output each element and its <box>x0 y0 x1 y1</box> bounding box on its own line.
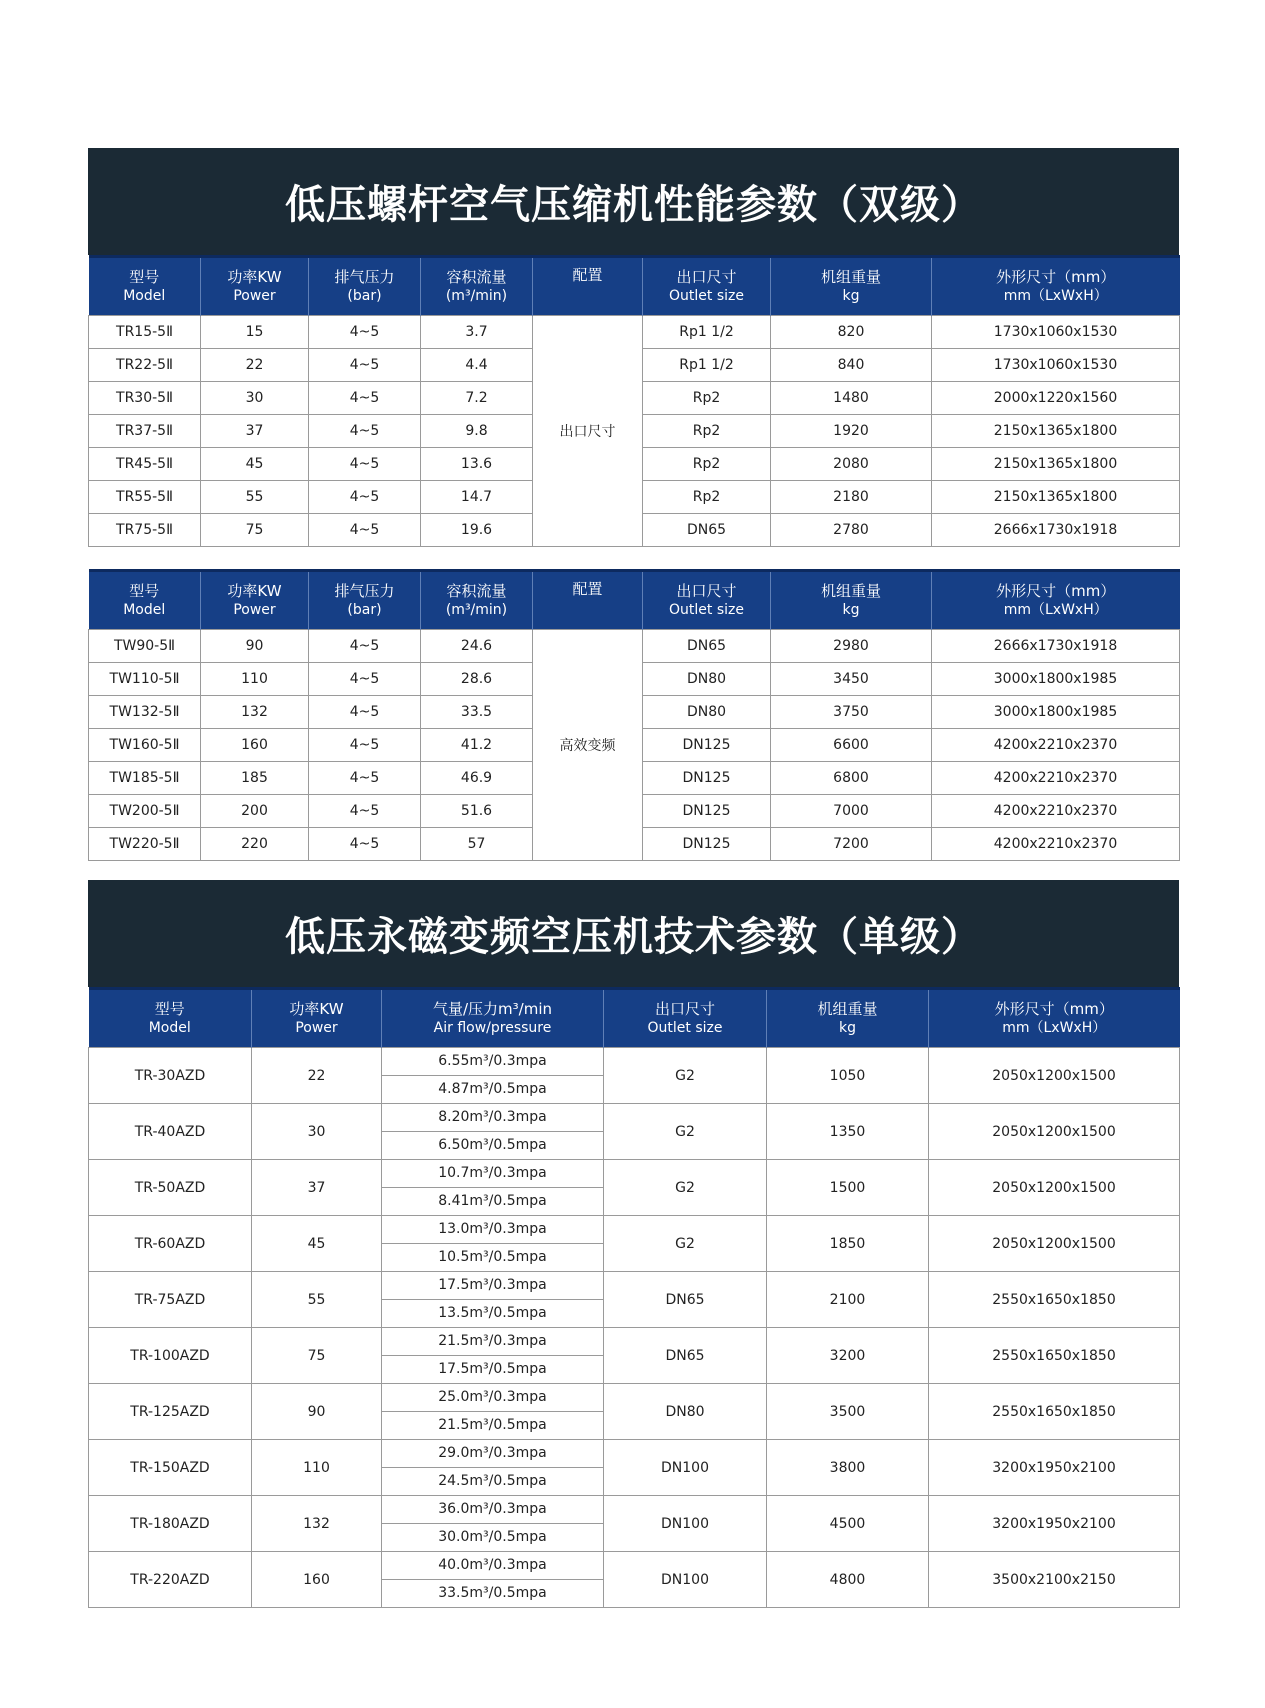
col-header-dims: 外形尺寸（mm） mm（LxWxH） <box>932 257 1180 316</box>
dims-cell: 3200x1950x2100 <box>929 1440 1180 1496</box>
dims-cell: 4200x2210x2370 <box>932 828 1180 861</box>
dims-cell: 2666x1730x1918 <box>932 630 1180 663</box>
col-header-dims: 外形尺寸（mm） mm（LxWxH） <box>932 571 1180 630</box>
pressure-cell: 4~5 <box>309 382 421 415</box>
power-cell: 75 <box>252 1328 382 1384</box>
dims-cell: 2050x1200x1500 <box>929 1104 1180 1160</box>
model-cell: TR-125AZD <box>89 1384 252 1440</box>
pressure-cell: 4~5 <box>309 696 421 729</box>
outlet-cell: DN65 <box>643 514 771 547</box>
airflow-0.3mpa: 29.0m³/0.3mpa <box>382 1440 603 1468</box>
weight-cell: 6800 <box>771 762 932 795</box>
table-header-row <box>89 989 1180 1048</box>
table-row <box>89 1216 1180 1272</box>
model-cell: TR-220AZD <box>89 1552 252 1608</box>
outlet-cell: DN125 <box>643 729 771 762</box>
col-header-weight: 机组重量 kg <box>767 989 929 1048</box>
weight-cell: 2180 <box>771 481 932 514</box>
airflow-0.5mpa: 21.5m³/0.5mpa <box>438 1417 547 1433</box>
model-cell: TR75-5Ⅱ <box>89 514 201 547</box>
power-cell: 55 <box>252 1272 382 1328</box>
outlet-cell: DN80 <box>643 696 771 729</box>
weight-cell: 820 <box>771 316 932 349</box>
power-cell: 37 <box>201 415 309 448</box>
airflow-cell <box>382 1440 604 1496</box>
flow-cell: 57 <box>421 828 533 861</box>
dims-cell: 3000x1800x1985 <box>932 696 1180 729</box>
power-cell: 90 <box>201 630 309 663</box>
outlet-cell: DN80 <box>604 1384 767 1440</box>
airflow-0.3mpa: 6.55m³/0.3mpa <box>382 1048 603 1076</box>
power-cell: 220 <box>201 828 309 861</box>
table-row <box>89 1496 1180 1552</box>
weight-cell: 3200 <box>767 1328 929 1384</box>
dims-cell: 1730x1060x1530 <box>932 316 1180 349</box>
flow-cell: 41.2 <box>421 729 533 762</box>
pressure-cell: 4~5 <box>309 481 421 514</box>
outlet-cell: DN65 <box>604 1328 767 1384</box>
flow-cell: 13.6 <box>421 448 533 481</box>
model-cell: TR-50AZD <box>89 1160 252 1216</box>
col-header-outlet: 出口尺寸 Outlet size <box>643 257 771 316</box>
airflow-cell <box>382 1272 604 1328</box>
weight-cell: 1480 <box>771 382 932 415</box>
power-cell: 110 <box>201 663 309 696</box>
weight-cell: 3750 <box>771 696 932 729</box>
model-cell: TR-150AZD <box>89 1440 252 1496</box>
col-header-power: 功率KW Power <box>201 571 309 630</box>
outlet-cell: DN100 <box>604 1552 767 1608</box>
section1-banner <box>88 148 1179 255</box>
config-cell: 高效变频 <box>533 630 643 861</box>
outlet-cell: DN125 <box>643 828 771 861</box>
table-header-row <box>89 571 1180 630</box>
power-cell: 110 <box>252 1440 382 1496</box>
col-header-weight: 机组重量 kg <box>771 571 932 630</box>
weight-cell: 3450 <box>771 663 932 696</box>
model-cell: TW200-5Ⅱ <box>89 795 201 828</box>
dims-cell: 4200x2210x2370 <box>932 729 1180 762</box>
airflow-0.3mpa: 25.0m³/0.3mpa <box>382 1384 603 1412</box>
airflow-0.5mpa: 10.5m³/0.5mpa <box>438 1249 547 1265</box>
power-cell: 55 <box>201 481 309 514</box>
outlet-cell: Rp2 <box>643 415 771 448</box>
airflow-0.3mpa: 36.0m³/0.3mpa <box>382 1496 603 1524</box>
table-row <box>89 1440 1180 1496</box>
pressure-cell: 4~5 <box>309 514 421 547</box>
dims-cell: 3500x2100x2150 <box>929 1552 1180 1608</box>
power-cell: 185 <box>201 762 309 795</box>
power-cell: 200 <box>201 795 309 828</box>
col-header-power: 功率KW Power <box>252 989 382 1048</box>
pressure-cell: 4~5 <box>309 795 421 828</box>
model-cell: TW185-5Ⅱ <box>89 762 201 795</box>
dims-cell: 2050x1200x1500 <box>929 1160 1180 1216</box>
table-row <box>89 1104 1180 1160</box>
pressure-cell: 4~5 <box>309 663 421 696</box>
airflow-cell <box>382 1496 604 1552</box>
section2-banner <box>88 880 1179 987</box>
pressure-cell: 4~5 <box>309 630 421 663</box>
power-cell: 37 <box>252 1160 382 1216</box>
outlet-cell: DN125 <box>643 762 771 795</box>
power-cell: 22 <box>252 1048 382 1104</box>
col-header-config: 配置 <box>533 571 643 630</box>
table-row <box>89 1552 1180 1608</box>
col-header-flow: 容积流量 (m³/min) <box>421 257 533 316</box>
col-header-config: 配置 <box>533 257 643 316</box>
flow-cell: 33.5 <box>421 696 533 729</box>
dims-cell: 2666x1730x1918 <box>932 514 1180 547</box>
dims-cell: 2550x1650x1850 <box>929 1384 1180 1440</box>
col-header-flow: 容积流量 (m³/min) <box>421 571 533 630</box>
power-cell: 45 <box>201 448 309 481</box>
weight-cell: 1350 <box>767 1104 929 1160</box>
outlet-cell: DN125 <box>643 795 771 828</box>
dims-cell: 2550x1650x1850 <box>929 1272 1180 1328</box>
weight-cell: 7000 <box>771 795 932 828</box>
model-cell: TR15-5Ⅱ <box>89 316 201 349</box>
pressure-cell: 4~5 <box>309 828 421 861</box>
pressure-cell: 4~5 <box>309 349 421 382</box>
airflow-cell <box>382 1384 604 1440</box>
model-cell: TR37-5Ⅱ <box>89 415 201 448</box>
weight-cell: 2780 <box>771 514 932 547</box>
power-cell: 160 <box>252 1552 382 1608</box>
flow-cell: 9.8 <box>421 415 533 448</box>
two-stage-table-2 <box>88 569 1180 861</box>
airflow-cell <box>382 1216 604 1272</box>
outlet-cell: DN65 <box>643 630 771 663</box>
table-row <box>89 1328 1180 1384</box>
model-cell: TR22-5Ⅱ <box>89 349 201 382</box>
power-cell: 30 <box>252 1104 382 1160</box>
weight-cell: 3500 <box>767 1384 929 1440</box>
airflow-cell <box>382 1104 604 1160</box>
airflow-0.3mpa: 13.0m³/0.3mpa <box>382 1216 603 1244</box>
airflow-0.5mpa: 30.0m³/0.5mpa <box>438 1529 547 1545</box>
power-cell: 45 <box>252 1216 382 1272</box>
weight-cell: 2080 <box>771 448 932 481</box>
single-stage-table <box>88 987 1180 1608</box>
airflow-0.5mpa: 17.5m³/0.5mpa <box>438 1361 547 1377</box>
outlet-cell: DN100 <box>604 1496 767 1552</box>
power-cell: 132 <box>201 696 309 729</box>
pressure-cell: 4~5 <box>309 415 421 448</box>
table-header-row <box>89 257 1180 316</box>
table-row <box>89 1384 1180 1440</box>
weight-cell: 1050 <box>767 1048 929 1104</box>
flow-cell: 7.2 <box>421 382 533 415</box>
weight-cell: 7200 <box>771 828 932 861</box>
power-cell: 15 <box>201 316 309 349</box>
two-stage-table-1 <box>88 255 1180 547</box>
pressure-cell: 4~5 <box>309 448 421 481</box>
airflow-0.5mpa: 13.5m³/0.5mpa <box>438 1305 547 1321</box>
table-row <box>89 1272 1180 1328</box>
dims-cell: 4200x2210x2370 <box>932 762 1180 795</box>
model-cell: TW110-5Ⅱ <box>89 663 201 696</box>
table-row <box>89 1048 1180 1104</box>
outlet-cell: G2 <box>604 1048 767 1104</box>
airflow-0.5mpa: 8.41m³/0.5mpa <box>438 1193 547 1209</box>
weight-cell: 1850 <box>767 1216 929 1272</box>
outlet-cell: Rp2 <box>643 448 771 481</box>
model-cell: TW132-5Ⅱ <box>89 696 201 729</box>
power-cell: 30 <box>201 382 309 415</box>
weight-cell: 1500 <box>767 1160 929 1216</box>
col-header-model: 型号 Model <box>89 571 201 630</box>
outlet-cell: Rp1 1/2 <box>643 316 771 349</box>
airflow-0.3mpa: 17.5m³/0.3mpa <box>382 1272 603 1300</box>
pressure-cell: 4~5 <box>309 762 421 795</box>
dims-cell: 3000x1800x1985 <box>932 663 1180 696</box>
dims-cell: 2000x1220x1560 <box>932 382 1180 415</box>
flow-cell: 3.7 <box>421 316 533 349</box>
model-cell: TW90-5Ⅱ <box>89 630 201 663</box>
col-header-weight: 机组重量 kg <box>771 257 932 316</box>
weight-cell: 4800 <box>767 1552 929 1608</box>
pressure-cell: 4~5 <box>309 729 421 762</box>
outlet-cell: G2 <box>604 1104 767 1160</box>
outlet-cell: DN80 <box>643 663 771 696</box>
weight-cell: 4500 <box>767 1496 929 1552</box>
outlet-cell: G2 <box>604 1216 767 1272</box>
power-cell: 22 <box>201 349 309 382</box>
dims-cell: 2150x1365x1800 <box>932 415 1180 448</box>
col-header-model: 型号 Model <box>89 257 201 316</box>
airflow-0.5mpa: 24.5m³/0.5mpa <box>438 1473 547 1489</box>
outlet-cell: Rp2 <box>643 481 771 514</box>
model-cell: TR-100AZD <box>89 1328 252 1384</box>
outlet-cell: DN100 <box>604 1440 767 1496</box>
model-cell: TW160-5Ⅱ <box>89 729 201 762</box>
model-cell: TW220-5Ⅱ <box>89 828 201 861</box>
col-header-pressure: 排气压力 (bar) <box>309 257 421 316</box>
col-header-outlet: 出口尺寸 Outlet size <box>604 989 767 1048</box>
outlet-cell: Rp2 <box>643 382 771 415</box>
airflow-cell <box>382 1552 604 1608</box>
flow-cell: 14.7 <box>421 481 533 514</box>
airflow-0.5mpa: 6.50m³/0.5mpa <box>438 1137 547 1153</box>
col-header-outlet: 出口尺寸 Outlet size <box>643 571 771 630</box>
model-cell: TR-40AZD <box>89 1104 252 1160</box>
config-cell: 出口尺寸 <box>533 316 643 547</box>
dims-cell: 2150x1365x1800 <box>932 481 1180 514</box>
weight-cell: 2100 <box>767 1272 929 1328</box>
weight-cell: 6600 <box>771 729 932 762</box>
airflow-0.3mpa: 10.7m³/0.3mpa <box>382 1160 603 1188</box>
power-cell: 75 <box>201 514 309 547</box>
dims-cell: 2550x1650x1850 <box>929 1328 1180 1384</box>
col-header-power: 功率KW Power <box>201 257 309 316</box>
power-cell: 132 <box>252 1496 382 1552</box>
outlet-cell: DN65 <box>604 1272 767 1328</box>
airflow-0.5mpa: 33.5m³/0.5mpa <box>438 1585 547 1601</box>
model-cell: TR-180AZD <box>89 1496 252 1552</box>
weight-cell: 840 <box>771 349 932 382</box>
table-row <box>89 630 1180 663</box>
outlet-cell: G2 <box>604 1160 767 1216</box>
airflow-0.5mpa: 4.87m³/0.5mpa <box>438 1081 547 1097</box>
flow-cell: 19.6 <box>421 514 533 547</box>
dims-cell: 3200x1950x2100 <box>929 1496 1180 1552</box>
section1-title: 低压螺杆空气压缩机性能参数（双级） <box>285 182 982 228</box>
model-cell: TR55-5Ⅱ <box>89 481 201 514</box>
model-cell: TR45-5Ⅱ <box>89 448 201 481</box>
outlet-cell: Rp1 1/2 <box>643 349 771 382</box>
col-header-model: 型号 Model <box>89 989 252 1048</box>
airflow-0.3mpa: 8.20m³/0.3mpa <box>382 1104 603 1132</box>
dims-cell: 2150x1365x1800 <box>932 448 1180 481</box>
flow-cell: 4.4 <box>421 349 533 382</box>
dims-cell: 2050x1200x1500 <box>929 1048 1180 1104</box>
dims-cell: 4200x2210x2370 <box>932 795 1180 828</box>
airflow-0.3mpa: 40.0m³/0.3mpa <box>382 1552 603 1580</box>
weight-cell: 1920 <box>771 415 932 448</box>
table-row <box>89 316 1180 349</box>
airflow-cell <box>382 1328 604 1384</box>
weight-cell: 3800 <box>767 1440 929 1496</box>
airflow-0.3mpa: 21.5m³/0.3mpa <box>382 1328 603 1356</box>
power-cell: 160 <box>201 729 309 762</box>
flow-cell: 46.9 <box>421 762 533 795</box>
table-row <box>89 1160 1180 1216</box>
model-cell: TR-30AZD <box>89 1048 252 1104</box>
flow-cell: 28.6 <box>421 663 533 696</box>
col-header-airflow: 气量/压力m³/min Air flow/pressure <box>382 989 604 1048</box>
dims-cell: 2050x1200x1500 <box>929 1216 1180 1272</box>
dims-cell: 1730x1060x1530 <box>932 349 1180 382</box>
airflow-cell <box>382 1160 604 1216</box>
weight-cell: 2980 <box>771 630 932 663</box>
flow-cell: 24.6 <box>421 630 533 663</box>
model-cell: TR30-5Ⅱ <box>89 382 201 415</box>
model-cell: TR-75AZD <box>89 1272 252 1328</box>
flow-cell: 51.6 <box>421 795 533 828</box>
col-header-pressure: 排气压力 (bar) <box>309 571 421 630</box>
airflow-cell <box>382 1048 604 1104</box>
section2-title: 低压永磁变频空压机技术参数（单级） <box>285 914 982 960</box>
model-cell: TR-60AZD <box>89 1216 252 1272</box>
col-header-dims: 外形尺寸（mm） mm（LxWxH） <box>929 989 1180 1048</box>
pressure-cell: 4~5 <box>309 316 421 349</box>
power-cell: 90 <box>252 1384 382 1440</box>
